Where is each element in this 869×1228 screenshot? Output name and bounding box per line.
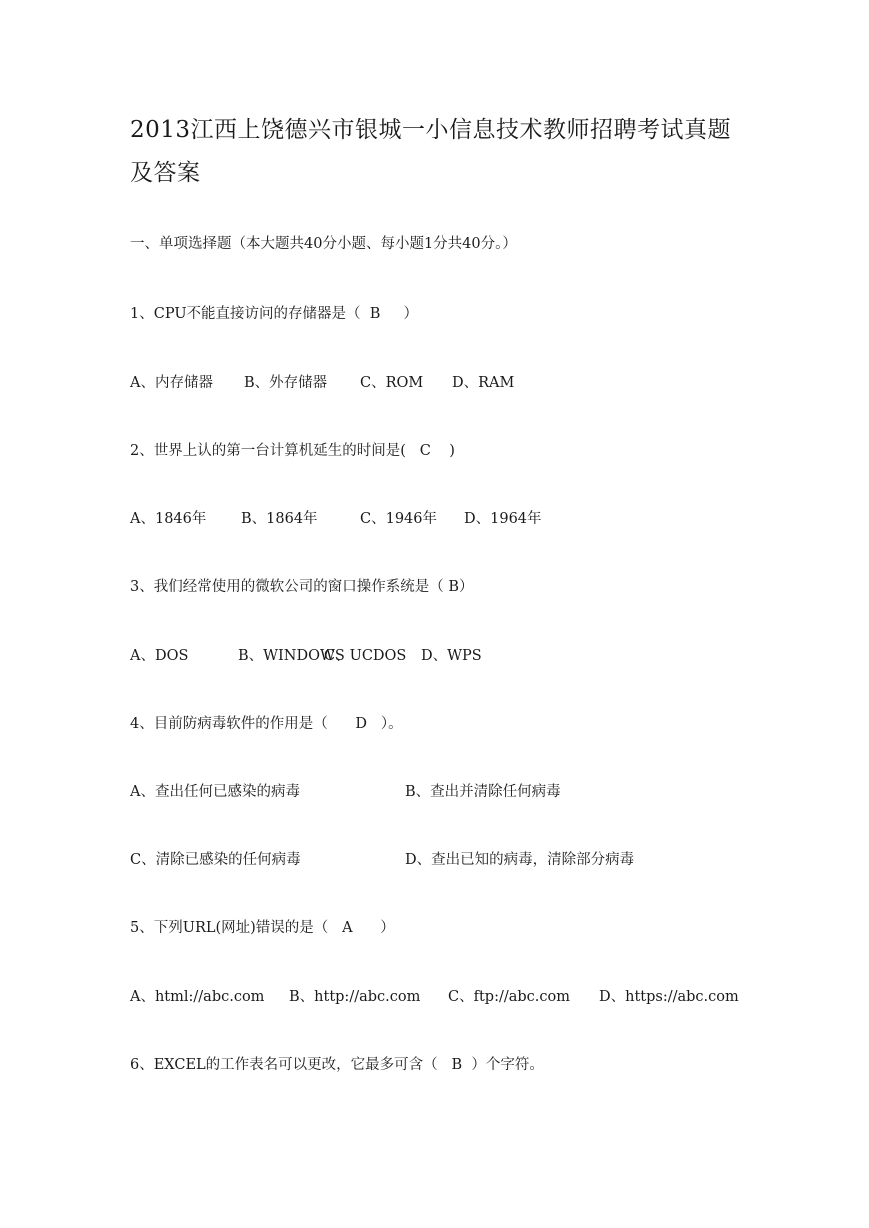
question-1-option-d: D、RAM: [452, 375, 515, 391]
question-3-option-b: B、WINDOWS: [238, 648, 345, 664]
question-2-option-d: D、1964年: [464, 511, 542, 527]
question-3-option-d: D、WPS: [421, 648, 482, 664]
question-2: 2、世界上认的第一台计算机延生的时间是( C ): [130, 443, 455, 459]
question-3-option-a: A、DOS: [130, 648, 189, 664]
question-4-option-a: A、查出任何已感染的病毒: [130, 784, 300, 800]
question-2-option-c: C、1946年: [360, 511, 437, 527]
question-4-option-d: D、查出已知的病毒，清除部分病毒: [405, 852, 635, 868]
question-5-option-b: B、http://abc.com: [289, 989, 421, 1005]
question-5-option-d: D、https://abc.com: [599, 989, 739, 1005]
section-heading: 一、单项选择题（本大题共40分小题、每小题1分共40分。）: [130, 236, 517, 252]
question-4-option-b: B、查出并清除任何病毒: [405, 784, 561, 800]
question-4-option-c: C、清除已感染的任何病毒: [130, 852, 301, 868]
question-1: 1、CPU不能直接访问的存储器是（ B ）: [130, 306, 418, 322]
question-5-option-a: A、html://abc.com: [130, 989, 265, 1005]
question-6: 6、EXCEL的工作表名可以更改，它最多可含（ B ）个字符。: [130, 1057, 544, 1073]
question-1-option-b: B、外存储器: [244, 375, 328, 391]
question-1-option-a: A、内存储器: [130, 375, 213, 391]
question-5: 5、下列URL(网址)错误的是（ A ）: [130, 920, 395, 936]
question-2-option-b: B、1864年: [241, 511, 318, 527]
question-3-option-c: C、UCDOS: [324, 648, 407, 664]
question-5-option-c: C、ftp://abc.com: [448, 989, 570, 1005]
question-3: 3、我们经常使用的微软公司的窗口操作系统是（ B）: [130, 579, 474, 595]
document-title-line-1: 2013江西上饶德兴市银城一小信息技术教师招聘考试真题: [130, 117, 732, 143]
document-title-line-2: 及答案: [130, 160, 201, 186]
question-1-option-c: C、ROM: [360, 375, 424, 391]
question-2-option-a: A、1846年: [130, 511, 207, 527]
question-4: 4、目前防病毒软件的作用是（ D ）。: [130, 716, 403, 732]
